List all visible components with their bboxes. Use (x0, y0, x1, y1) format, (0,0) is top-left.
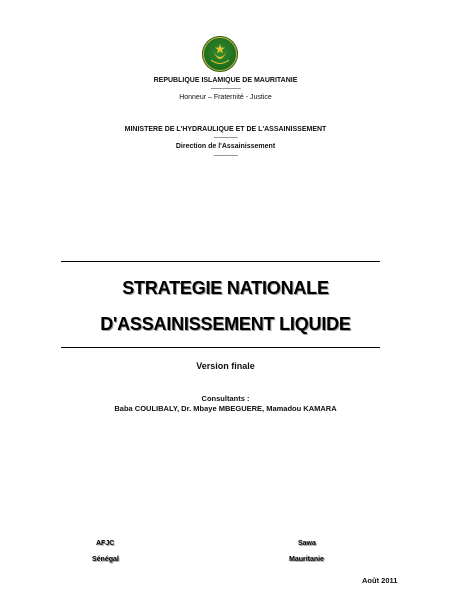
version-label: Version finale (196, 361, 255, 371)
national-motto: Honneur – Fraternité - Justice (179, 94, 272, 101)
consultants-names: Baba COULIBALY, Dr. Mbaye MBEGUERE, Mamadou KAMARA (114, 404, 337, 413)
consultants-label: Consultants : (201, 394, 250, 403)
document-title-line1: STRATEGIE NATIONALE (122, 278, 329, 298)
separator: ---------------- (213, 153, 238, 159)
seal-graphic (202, 36, 238, 72)
ministry-name: MINISTERE DE L'HYDRAULIQUE ET DE L'ASSAINISSEMENT (124, 126, 327, 133)
mauritania-seal-icon (202, 36, 238, 72)
left-organization: AFJC (96, 540, 115, 547)
republic-name: REPUBLIQUE ISLAMIQUE DE MAURITANIE (153, 77, 298, 84)
title-top-rule (61, 261, 380, 262)
publication-date: Août 2011 (362, 576, 398, 585)
title-bottom-rule (61, 347, 380, 348)
document-title-line2: D'ASSAINISSEMENT LIQUIDE (100, 314, 351, 334)
right-country: Mauritanie (289, 556, 325, 563)
separator: -------------------- (210, 86, 241, 92)
left-country: Sénégal (92, 556, 119, 563)
separator: ---------------- (213, 135, 238, 141)
direction-name: Direction de l'Assainissement (175, 143, 276, 150)
right-organization: Sawa (298, 540, 316, 547)
